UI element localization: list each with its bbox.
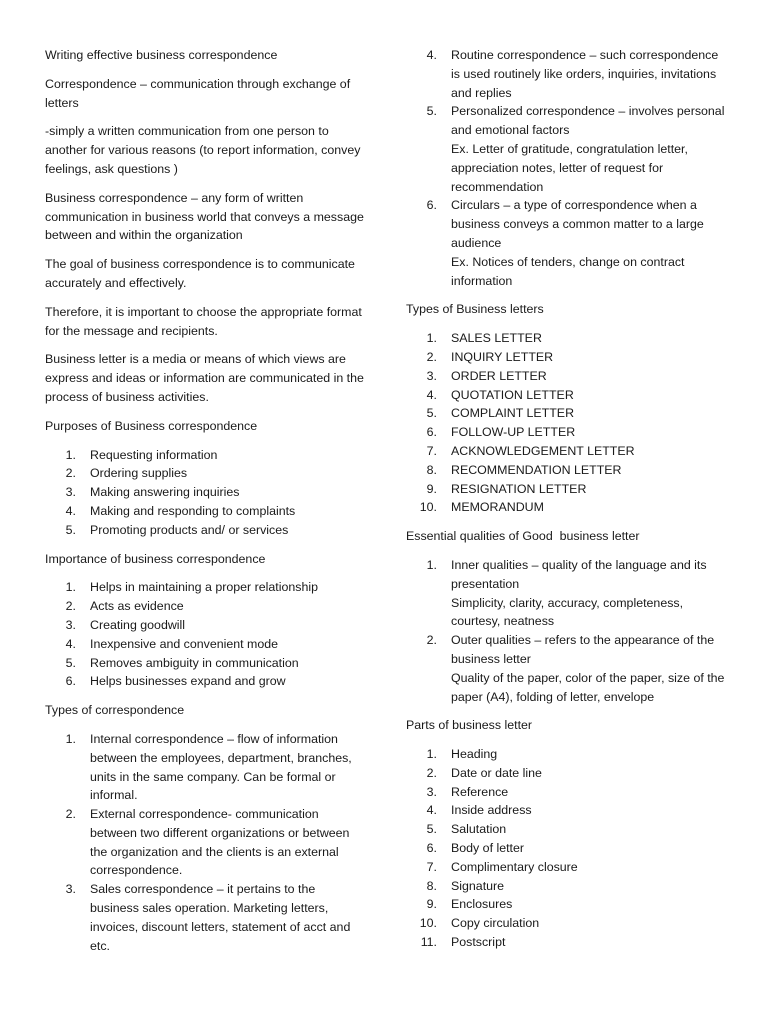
letters-list [406, 329, 726, 517]
list-item: 4. QUOTATION LETTER [426, 387, 574, 402]
list-item: 11. Postscript [420, 935, 506, 950]
left-column [45, 46, 365, 965]
list-item: 1. Internal correspondence – flow of information between the employees, department, branches, units in the same company. Can be formal or informal. [65, 731, 352, 803]
purposes-heading: Purposes of Business correspondence [45, 418, 258, 433]
list-item: 3. ORDER LETTER [426, 368, 547, 383]
list-item: 5. Personalized correspondence – involves personal and emotional factors Ex. Letter of gratitude, congratulation letter, appreciation notes, letter of request for recommendation [406, 102, 726, 196]
example-text: Simplicity, clarity, accuracy, completeness, courtesy, neatness [451, 595, 684, 629]
goal-paragraph: The goal of business correspondence is to communicate accurately and effectively. [45, 257, 355, 290]
parts-heading: Parts of business letter [406, 718, 533, 733]
list-item: 7. Complimentary closure [426, 859, 578, 874]
list-item: 6. FOLLOW-UP LETTER [426, 425, 576, 440]
list-item: 9. RESIGNATION LETTER [426, 481, 587, 496]
list-item: 2. INQUIRY LETTER [426, 349, 554, 364]
types-heading: Types of correspondence [45, 703, 185, 718]
types-list-continued [406, 46, 726, 290]
list-item: 3. Making answering inquiries [65, 485, 240, 500]
business-letter-definition: Business letter is a media or means of which views are express and ideas or information are communicated in the process of business activities. [45, 352, 364, 404]
list-item: 6. Body of letter [426, 841, 525, 856]
qualities-heading: Essential qualities of Good business letter [406, 529, 640, 544]
list-item: 1. Heading [426, 747, 498, 762]
list-item: 5. COMPLAINT LETTER [426, 406, 575, 421]
business-correspondence-definition: Business correspondence – any form of written communication in business world that conveys a message between and within the organization [45, 190, 364, 243]
list-item: 1. SALES LETTER [426, 331, 542, 346]
importance-heading: Importance of business correspondence [45, 551, 266, 566]
list-item: 4. Inexpensive and convenient mode [65, 636, 279, 651]
list-item: 8. RECOMMENDATION LETTER [426, 462, 622, 477]
list-item: 3. Creating goodwill [65, 617, 186, 632]
list-item: 1. Helps in maintaining a proper relationship [65, 580, 318, 595]
list-item: 8. Signature [426, 878, 505, 893]
list-item: 4. Routine correspondence – such correspondence is used routinely like orders, inquiries, invitations and replies [426, 48, 719, 100]
list-item: 1. Inner qualities – quality of the language and its presentation Simplicity, clarity, accuracy, completeness, courtesy, neatness [406, 556, 726, 631]
list-item: 6. Helps businesses expand and grow [65, 674, 286, 689]
list-item: 2. External correspondence- communication between two different organizations or between the organization and the clients is an external correspondence. [65, 807, 350, 878]
list-item: 6. Circulars – a type of correspondence when a business conveys a common matter to a large audience Ex. Notices of tenders, change on contract information [406, 196, 726, 290]
types-list [45, 730, 365, 956]
list-item: 10. MEMORANDUM [419, 500, 544, 515]
right-column [406, 46, 726, 962]
list-item: 2. Date or date line [426, 765, 542, 780]
example-text: Ex. Letter of gratitude, congratulation letter, appreciation notes, letter of request for recommendation [451, 141, 688, 194]
list-item: 7. ACKNOWLEDGEMENT LETTER [426, 443, 635, 458]
letters-heading: Types of Business letters [406, 302, 544, 317]
list-item: 2. Acts as evidence [65, 599, 184, 614]
list-item: 2. Ordering supplies [65, 466, 188, 481]
list-item: 5. Removes ambiguity in communication [65, 655, 299, 670]
purposes-list [45, 446, 365, 540]
list-item: 3. Sales correspondence – it pertains to the business sales operation. Marketing letters, invoices, discount letters, statement of acct and etc. [65, 882, 351, 953]
list-item: 2. Outer qualities – refers to the appearance of the business letter Quality of the paper, color of the paper, size of the paper (A4), folding of letter, envelope [406, 631, 726, 706]
correspondence-definition: Correspondence – communication through exchange of letters [45, 76, 351, 110]
example-text: Ex. Notices of tenders, change on contract information [451, 254, 685, 288]
qualities-list [406, 556, 726, 706]
list-item: 9. Enclosures [426, 897, 513, 912]
simply-paragraph: -simply a written communication from one person to another for various reasons (to report information, convey feelings, ask questions ) [45, 124, 361, 176]
list-item: 5. Promoting products and/ or services [65, 522, 289, 537]
list-item: 4. Inside address [426, 803, 532, 818]
list-item: 3. Reference [426, 784, 509, 799]
therefore-paragraph: Therefore, it is important to choose the appropriate format for the message and recipients. [45, 304, 362, 338]
list-item: 5. Salutation [426, 822, 507, 837]
list-item: 4. Making and responding to complaints [65, 503, 296, 518]
document-title: Writing effective business correspondence [45, 48, 278, 62]
parts-list [406, 745, 726, 952]
example-text: Quality of the paper, color of the paper, size of the paper (A4), folding of letter, envelope [451, 670, 725, 704]
list-item: 1. Requesting information [65, 447, 218, 462]
list-item: 10. Copy circulation [419, 916, 540, 931]
importance-list [45, 578, 365, 691]
